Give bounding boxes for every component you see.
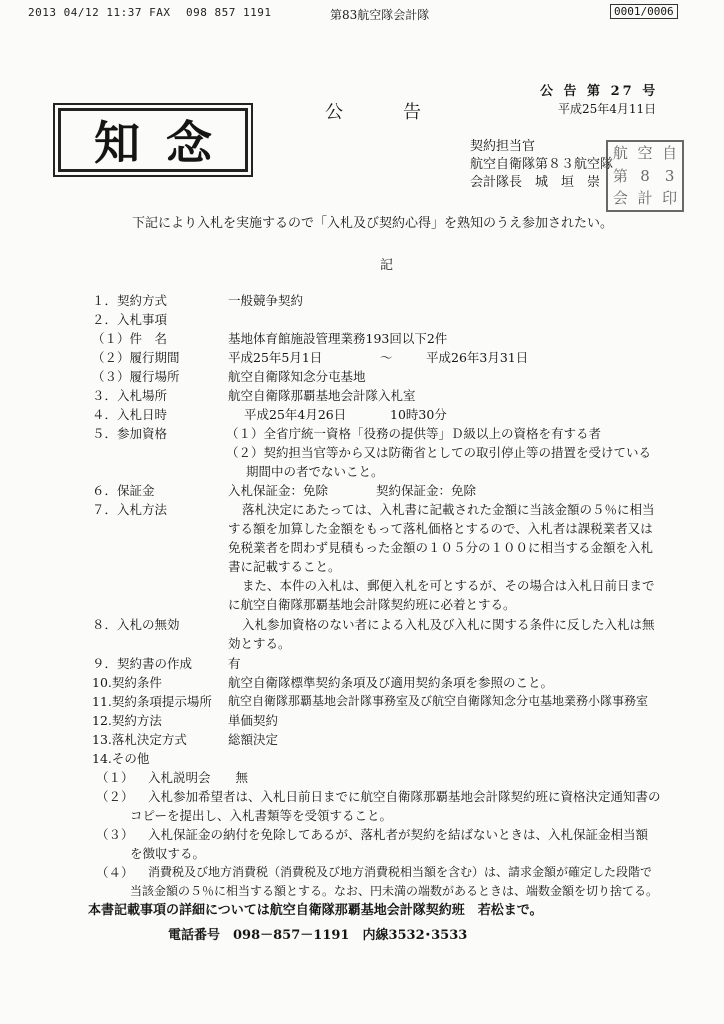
- notice-number: 公 告 第 27 号: [540, 84, 659, 99]
- contract-officer-title: 契約担当官: [470, 139, 536, 154]
- contract-officer-name: 会計隊長 城 垣 崇: [470, 175, 601, 190]
- fax-page-number: 0001/0006: [610, 4, 678, 19]
- footer-contact: 本書記載事項の詳細については航空自衛隊那覇基地会計隊契約班 若松まで。: [88, 903, 543, 918]
- official-seal: 航 空 自 第 8 3 会 計 印: [606, 140, 684, 212]
- fax-datetime: 2013 04/12 11:37 FAX: [28, 6, 171, 19]
- page-title: 公告: [325, 102, 481, 123]
- notice-date: 平成25年4月11日: [558, 102, 657, 116]
- fax-number: 098 857 1191: [186, 6, 272, 19]
- contract-officer-unit: 航空自衛隊第８３航空隊: [470, 157, 614, 172]
- ki-heading: 記: [380, 258, 394, 273]
- chinen-stamp: 知念: [58, 108, 248, 172]
- footer-phone: 電話番号 098－857－1191 内線3532･3533: [168, 928, 468, 943]
- intro-text: 下記により入札を実施するので「入札及び契約心得」を熟知のうえ参加されたい。: [132, 216, 614, 231]
- fax-sender: 第83航空隊会計隊: [330, 8, 430, 22]
